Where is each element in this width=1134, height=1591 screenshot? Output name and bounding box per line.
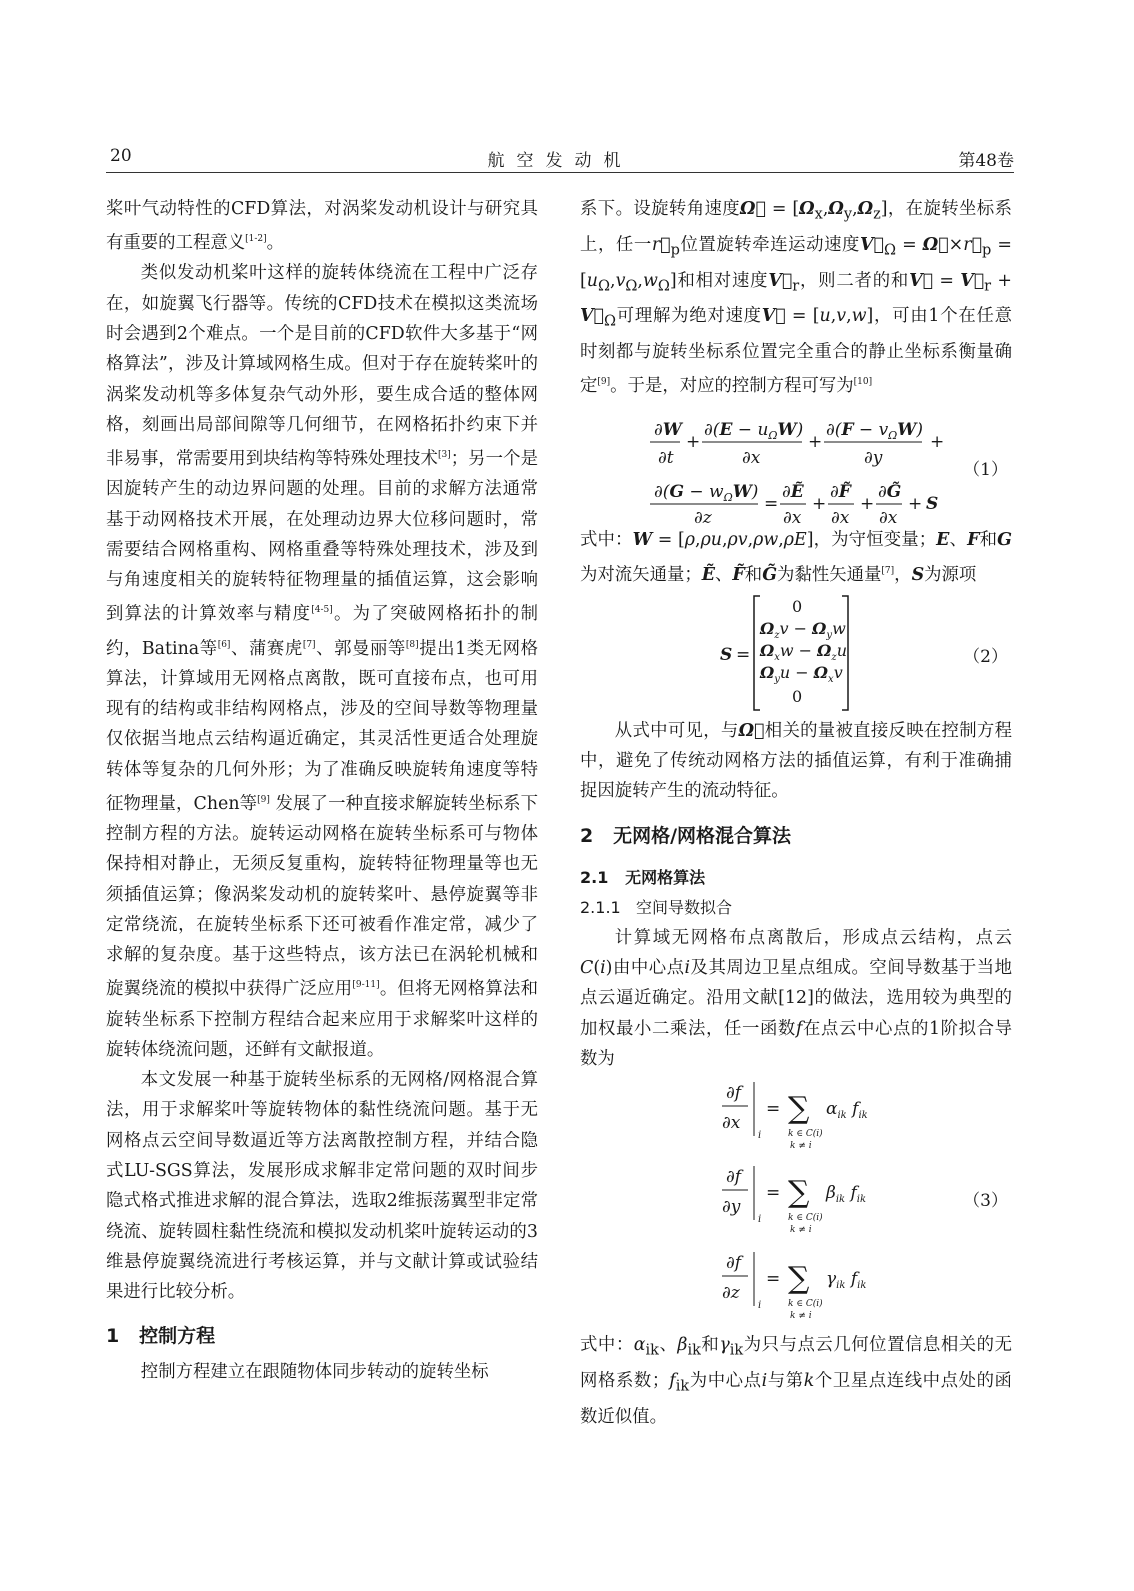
svg-text:∑: ∑ <box>788 1175 810 1211</box>
svg-text:∂t: ∂t <box>658 448 674 469</box>
equation-1 <box>580 401 1012 525</box>
svg-text:βik fik: $\beta_{ik}$ $f_{ik}$ <box>826 1183 867 1206</box>
svg-text:∂x: ∂x <box>879 508 898 526</box>
equation-3-number: （3） <box>963 1191 1008 1212</box>
header-rule <box>106 172 1014 173</box>
svg-text:k ∈ C(i): k ∈ C(i) <box>788 1299 823 1310</box>
svg-text:k ∈ C(i): k ∈ C(i) <box>788 1213 823 1224</box>
svg-text:∂F̃: ∂F̃ <box>830 482 851 503</box>
journal-title: 航空发动机 <box>487 151 633 171</box>
svg-text:∂f: ∂f <box>726 1083 742 1104</box>
volume-label: 第48卷 <box>958 151 1014 171</box>
svg-text:∂y: ∂y <box>722 1197 741 1218</box>
svg-text:=: = <box>764 494 779 515</box>
paragraph-intro-end: 桨叶气动特性的CFD算法，对涡桨发动机设计与研究具有重要的工程意义[1-2]。 <box>106 199 538 254</box>
svg-text:=: = <box>766 1183 781 1204</box>
svg-text:Ωxw − Ωzu: $\Omega_xw - \Omega_zu$ <box>760 640 848 663</box>
svg-text:i: i <box>758 1214 762 1226</box>
section-2-1-heading: 2.1 无网格算法 <box>580 867 706 887</box>
svg-text:+: + <box>908 494 923 515</box>
paragraph-coefficients: 式中：$\alpha_{ik}$、$\beta_{ik}$和$\gamma_{ik}$为只与点云几何位置信息相关的无网格系数；$f_{ik}$为中心点i与第k个卫星点连线中点处的函数近似值。 <box>580 1335 1012 1427</box>
equation-2-number: （2） <box>963 646 1008 667</box>
svg-text:+: + <box>930 432 945 453</box>
section-2-1-1-heading: 2.1.1 空间导数拟合 <box>580 897 732 917</box>
right-column <box>580 194 1012 1432</box>
svg-text:∂x: ∂x <box>783 508 802 526</box>
svg-text:∂f: ∂f <box>726 1253 742 1274</box>
equation-2-formula <box>580 590 980 716</box>
section-2-heading: 2 无网格/网格混合算法 <box>580 824 792 847</box>
svg-text:k ≠ i: k ≠ i <box>790 1311 812 1322</box>
svg-text:∂x: ∂x <box>722 1113 741 1134</box>
svg-text:∂z: ∂z <box>694 508 712 526</box>
svg-text:∂(F − vΩW): $\partial(F - v_\Omega W)$ <box>826 420 924 443</box>
paragraph-this-paper: 本文发展一种基于旋转坐标系的无网格/网格混合算法，用于求解桨叶等旋转物体的黏性绕流问题。基于无网格点云空间导数逼近等方法离散控制方程，并结合隐式LU-SGS算法，发展形成求解非定常问题的双时间步隐式格式推进求解的混合算法，选取2维振荡翼型非定常绕流、旋转圆柱黏性绕流和模拟发动机桨叶旋转运动的3维悬停旋翼绕流进行考核运算，并与文献计算或试验结果进行比较分析。 <box>106 1070 538 1303</box>
svg-text:∑: ∑ <box>788 1091 810 1127</box>
left-column <box>106 194 538 1388</box>
svg-text:∂z: ∂z <box>722 1283 740 1304</box>
svg-text:∂W: ∂W <box>654 420 682 441</box>
svg-text:∂f: ∂f <box>726 1167 742 1188</box>
svg-text:=: = <box>736 644 751 665</box>
equation-2 <box>580 590 1012 716</box>
svg-text:∂(E − uΩW): $\partial(E - u_\Omega W)$ <box>704 420 804 443</box>
page-number: 20 <box>110 146 132 166</box>
paragraph-advantage: 从式中可见，与Ω⃗相关的量被直接反映在控制方程中，避免了传统动网格方法的插值运算，有利于准确捕捉因旋转产生的流动特征。 <box>580 720 1012 802</box>
svg-text:0: 0 <box>792 686 803 706</box>
svg-text:∂G̃: ∂G̃ <box>878 482 902 503</box>
paragraph-difficulties: 类似发动机桨叶这样的旋转体绕流在工程中广泛存在，如旋翼飞行器等。传统的CFD技术在模拟这类流场时会遇到2个难点。一个是目前的CFD软件大多基于“网格算法”，涉及计算域网格生成。但对于存在旋转桨叶的涡桨发动机等多体复杂气动外形，要生成合适的整体网格，刻画出局部间隙等几何细节，在网格拓扑约束下并非易事，常需要用到块结构等特殊处理技术[3]；另一个是因旋转产生的动边界问题的处理。目前的求解方法通常基于动网格技术开展，在处理动边界大位移问题时，常需要结合网格重构、网格重叠等特殊处理技术，涉及到与角速度相关的旋转特征物理量的插值运算，这会影响到算法的计算效率与精度[4-5]。为了突破网格拓扑的制约，Batina等[6]、蒲赛虎[7]、郭曼丽等[8]提出1类无网格算法，计算域用无网格点离散，既可直接布点，也可用现有的结构或非结构网格点，涉及的空间导数等物理量仅依据当地点云结构逼近确定，其灵活性更适合处理旋转体等复杂的几何外形；为了准确反映旋转角速度等特征物理量，Chen等[9] 发展了一种直接求解旋转坐标系下控制方程的方法。旋转运动网格在旋转坐标系可与物体保持相对静止，无须反复重构，旋转特征物理量等也无须插值运算；像涡桨发动机的旋转桨叶、悬停旋翼等非定常绕流，在旋转坐标系下还可被看作准定常，减少了求解的复杂度。基于这些特点，该方法已在涡轮机械和旋翼绕流的模拟中获得广泛应用[9-11]。但将无网格算法和旋转坐标系下控制方程结合起来应用于求解桨叶这样的旋转体绕流问题，还鲜有文献报道。 <box>106 263 539 1060</box>
svg-text:+: + <box>860 494 875 515</box>
equation-3 <box>580 1074 1012 1330</box>
paragraph-point-cloud: 计算域无网格布点离散后，形成点云结构，点云C(i)由中心点i及其周边卫星点组成。空间导数基于当地点云逼近确定。沿用文献[12]的做法，选用较为典型的加权最小二乘法，任一函数f在点云中心点的1阶拟合导数为 <box>580 927 1012 1069</box>
svg-text:k ≠ i: k ≠ i <box>790 1225 812 1236</box>
paragraph-variables: 式中：W = [ρ,ρu,ρv,ρw,ρE]，为守恒变量；E、F和G为对流矢通量；Ẽ、F̃和G̃为黏性矢通量[7]，S为源项 <box>580 530 1012 585</box>
svg-text:Ωzv − Ωyw: $\Omega_zv - \Omega_yw$ <box>760 618 846 641</box>
svg-text:i: i <box>758 1130 762 1142</box>
equation-3-formula <box>580 1074 980 1330</box>
svg-text:i: i <box>758 1300 762 1312</box>
svg-text:αik fik: $\alpha_{ik}$ $f_{ik}$ <box>826 1099 868 1122</box>
svg-text:∂x: ∂x <box>742 448 761 469</box>
svg-text:∂(G − wΩW): $\partial(G - w_\Omega W)$ <box>654 482 759 505</box>
svg-text:+: + <box>808 432 823 453</box>
svg-text:∂x: ∂x <box>831 508 850 526</box>
svg-text:Ωyu − Ωxv: $\Omega_yu - \Omega_xv$ <box>760 662 843 685</box>
svg-text:=: = <box>766 1269 781 1290</box>
svg-text:∑: ∑ <box>788 1261 810 1297</box>
equation-1-formula <box>580 401 980 525</box>
svg-text:∂Ẽ: ∂Ẽ <box>782 482 804 503</box>
svg-text:0: 0 <box>792 596 803 616</box>
svg-text:k ∈ C(i): k ∈ C(i) <box>788 1129 823 1140</box>
equation-1-number: （1） <box>963 460 1008 481</box>
svg-text:S: S <box>720 644 733 665</box>
section-1-heading: 1 控制方程 <box>106 1325 216 1348</box>
svg-text:∂y: ∂y <box>864 448 883 469</box>
svg-text:S: S <box>926 494 939 515</box>
svg-text:γik fik: $\gamma_{ik}$ $f_{ik}$ <box>826 1269 867 1292</box>
svg-text:+: + <box>812 494 827 515</box>
paragraph-governing-intro: 控制方程建立在跟随物体同步转动的旋转坐标 <box>140 1362 489 1383</box>
paragraph-rotation-frame: 系下。设旋转角速度Ω⃗ = $[\Omega_x,\Omega_y,\Omega_z]$，在旋转坐标系上，任一$r⃗_p$位置旋转牵连运动速度$V⃗_\Omega$ = $\Omega⃗\times r⃗_p = [u_\Omega,v_\Omega,w_\Omega]$和相对速度$V⃗_r$，则二者的和V⃗ = $V⃗_r$ + $V⃗_\Omega$可理解为绝对速度V⃗ = [u,v,w]，可由1个在任意时刻都与旋转坐标系位置完全重合的静止坐标系衡量确定[9]。于是，对应的控制方程可写为[10] <box>580 199 1012 397</box>
svg-text:+: + <box>686 432 701 453</box>
svg-text:k ≠ i: k ≠ i <box>790 1141 812 1152</box>
svg-text:=: = <box>766 1099 781 1120</box>
page-header <box>106 140 1014 170</box>
